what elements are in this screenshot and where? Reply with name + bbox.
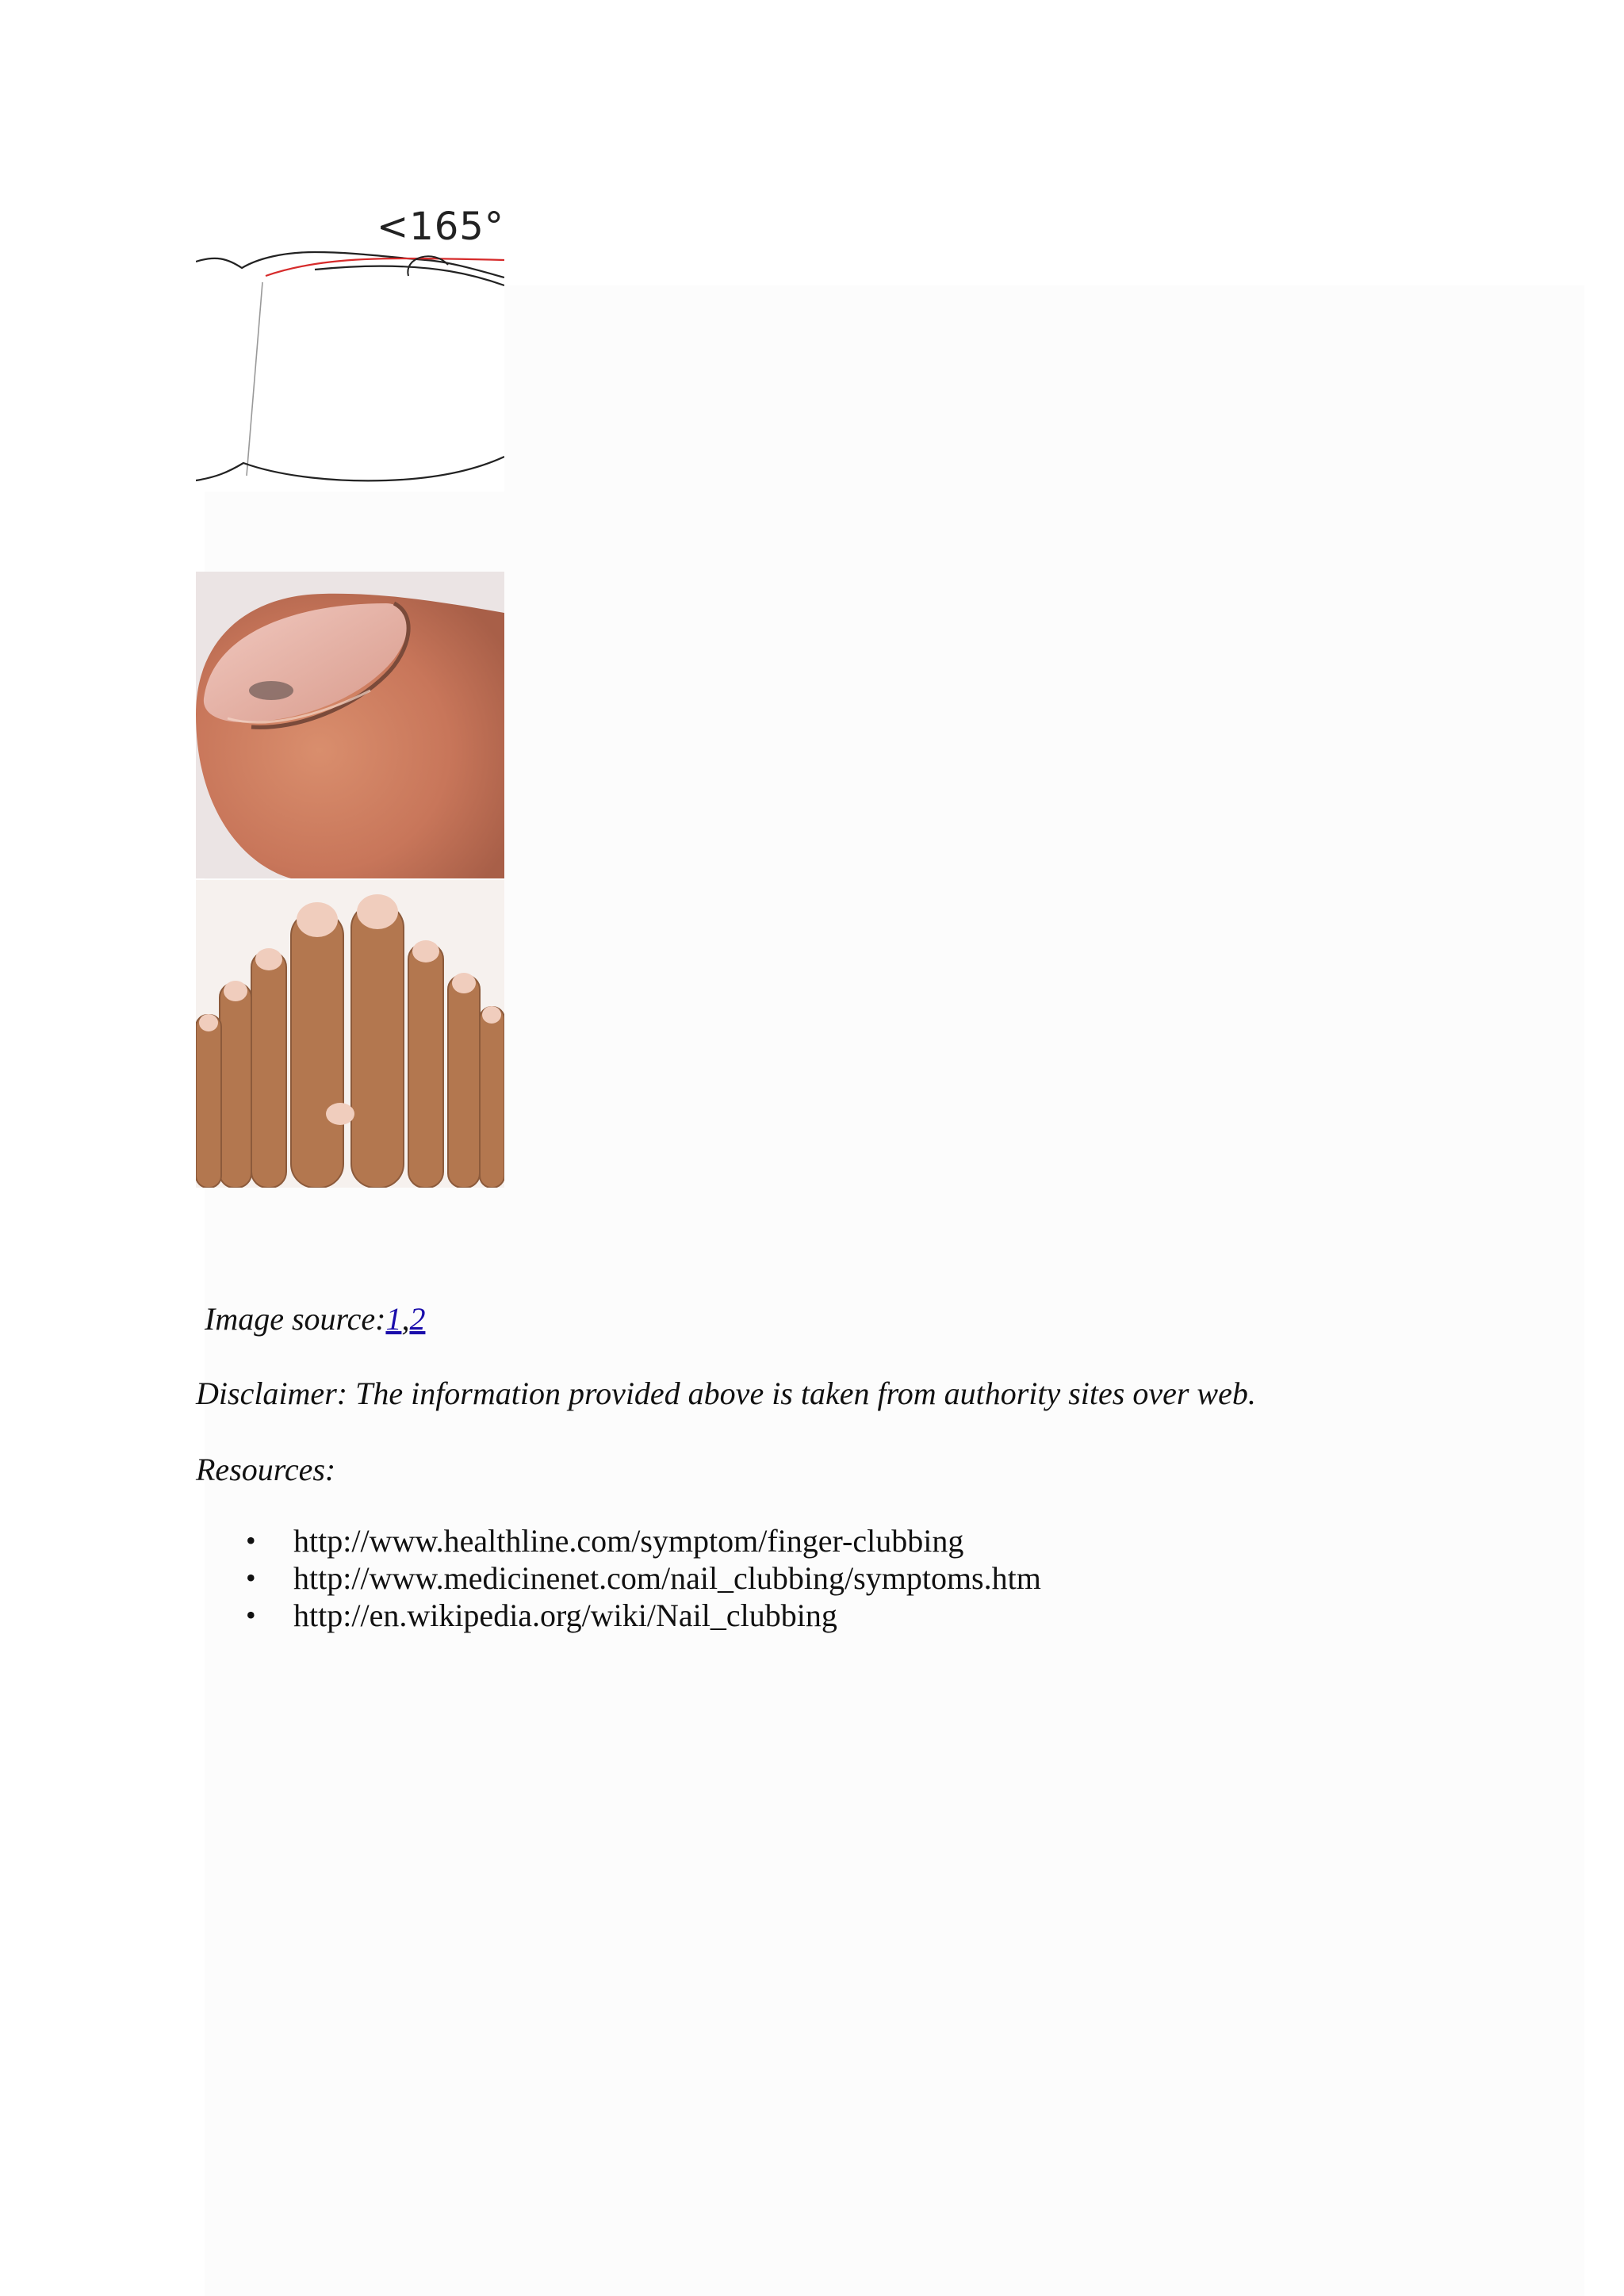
image-source-line [205, 1300, 425, 1337]
image-source-prefix: Image source: [205, 1301, 386, 1337]
nail-angle-diagram [196, 182, 504, 492]
toes-illustration [196, 880, 504, 1188]
image-source-link-2[interactable]: 2 [409, 1301, 426, 1337]
angle-label: <165° [377, 205, 504, 249]
disclaimer-text: Disclaimer: The information provided above is taken from authority sites over web. [196, 1376, 1256, 1411]
image-source-link-1[interactable]: 1 [385, 1301, 402, 1337]
resource-item: • http://en.wikipedia.org/wiki/Nail_clubbing [246, 1597, 1041, 1634]
resources-heading: Resources: [196, 1452, 336, 1487]
resource-item: • http://www.healthline.com/symptom/finger-clubbing [246, 1522, 1041, 1559]
clubbed-thumb-photo [196, 572, 504, 878]
resources-list [246, 1522, 1041, 1634]
thumb-illustration [196, 572, 504, 878]
resource-item: • http://www.medicinenet.com/nail_clubbing/symptoms.htm [246, 1559, 1041, 1597]
image-source-separator: , [401, 1301, 410, 1337]
clubbed-toes-photo [196, 880, 504, 1188]
